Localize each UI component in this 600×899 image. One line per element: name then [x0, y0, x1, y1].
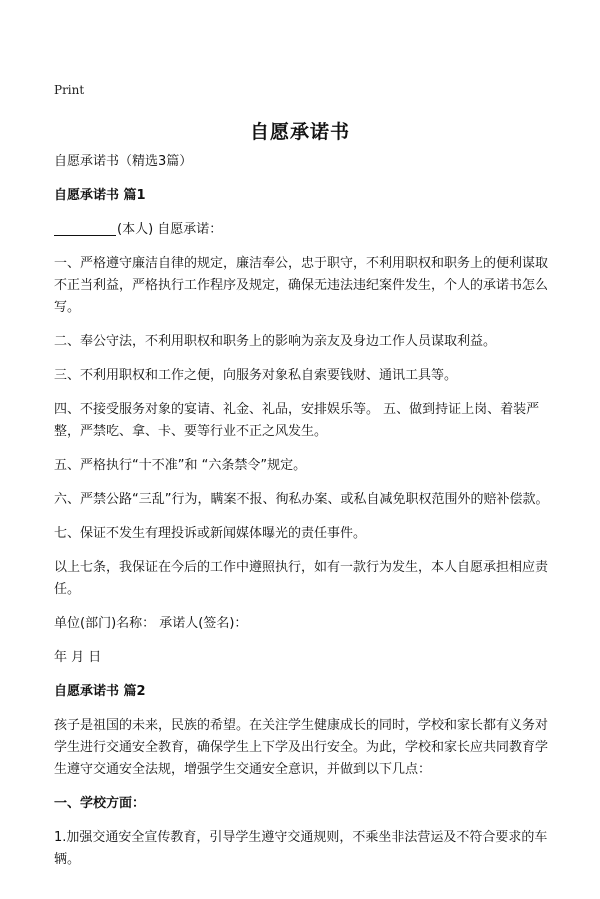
pledge-item-3: 三、不利用职权和工作之便，向服务对象私自索要钱财、通讯工具等。: [54, 368, 458, 383]
section-2-paragraph: 孩子是祖国的未来，民族的希望。在关注学生健康成长的同时，学校和家长都有义务对学生进行交通安全教育，确保学生上下学及出行安全。为此，学校和家长应共同教育学生遵守交通安全法规，增强学生交通安全意识，并做到以下几点：: [54, 718, 549, 777]
date-line: 年 月 日: [54, 650, 102, 665]
print-label: Print: [54, 83, 85, 97]
pledger-text: (本人) 自愿承诺：: [117, 222, 223, 237]
pledge-item-5: 五、严格执行“十不准”和 “六条禁令”规定。: [54, 458, 307, 473]
intro-line: 自愿承诺书（精选3篇）: [54, 154, 193, 169]
blank-fill-line: [54, 221, 116, 236]
document-body: [54, 151, 550, 883]
pledge-item-1: 一、严格遵守廉洁自律的规定，廉洁奉公，忠于职守，不利用职权和职务上的便利谋取不正当利益，严格执行工作程序及规定，确保无违法违纪案件发生，个人的承诺书怎么写。: [54, 256, 549, 315]
pledge-item-6: 六、严禁公路“三乱”行为，瞒案不报、徇私办案、或私自减免职权范围外的赔补偿款。: [54, 492, 549, 507]
section-1-heading: 自愿承诺书 篇1: [54, 188, 146, 203]
pledge-summary: 以上七条，我保证在今后的工作中遵照执行，如有一款行为发生，本人自愿承担相应责任。: [54, 560, 549, 597]
pledge-item-4: 四、不接受服务对象的宴请、礼金、礼品，安排娱乐等。 五、做到持证上岗、着装严整，严禁吃、拿、卡、要等行业不正之风发生。: [54, 402, 540, 439]
pledge-item-2: 二、奉公守法，不利用职权和职务上的影响为亲友及身边工作人员谋取利益。: [54, 334, 497, 349]
section-2-heading: 自愿承诺书 篇2: [54, 684, 146, 699]
signature-line: 单位(部门)名称： 承诺人(签名)：: [54, 616, 248, 631]
section-2-item-1: 1.加强交通安全宣传教育，引导学生遵守交通规则，不乘坐非法营运及不符合要求的车辆。: [54, 830, 548, 867]
page-title: 自愿承诺书: [249, 121, 350, 143]
pledger-line: [54, 219, 550, 241]
section-2-subheading: 一、学校方面：: [54, 796, 146, 811]
pledge-item-7: 七、保证不发生有理投诉或新闻媒体曝光的责任事件。: [54, 526, 367, 541]
